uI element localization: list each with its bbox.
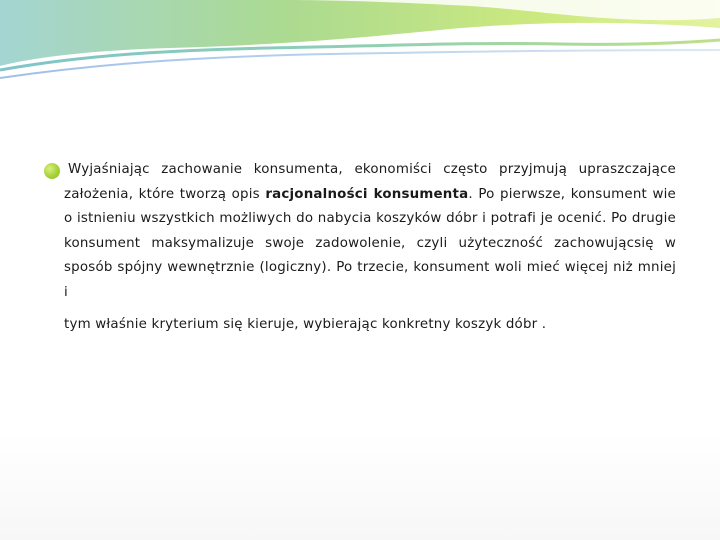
paragraph-bold-term: racjonalności konsumenta [265, 186, 469, 202]
paragraph-text-part2: . Po pierwsze, konsument wie o istnieniu wszystkich możliwych do nabycia koszyków dóbr i potrafi je ocenić. Po drugie konsument maksymalizuje swoje zadowolenie, czyli użyteczność zachowującsię w sposób spójny wewnętrznie (logiczny). Po trzecie, konsument woli mieć więcej niż mniej i [64, 186, 676, 300]
main-paragraph [64, 158, 676, 305]
bullet-icon [44, 163, 60, 179]
text-content [44, 158, 676, 337]
header-wave-decoration [0, 0, 720, 90]
paragraph-last-line: tym właśnie kryterium się kieruje, wybierając konkretny koszyk dóbr . [64, 317, 547, 332]
paragraph-text-part1: Wyjaśniając zachowanie konsumenta, ekonomiści często przyjmują upraszczające założenia, które tworzą opis [64, 162, 676, 202]
